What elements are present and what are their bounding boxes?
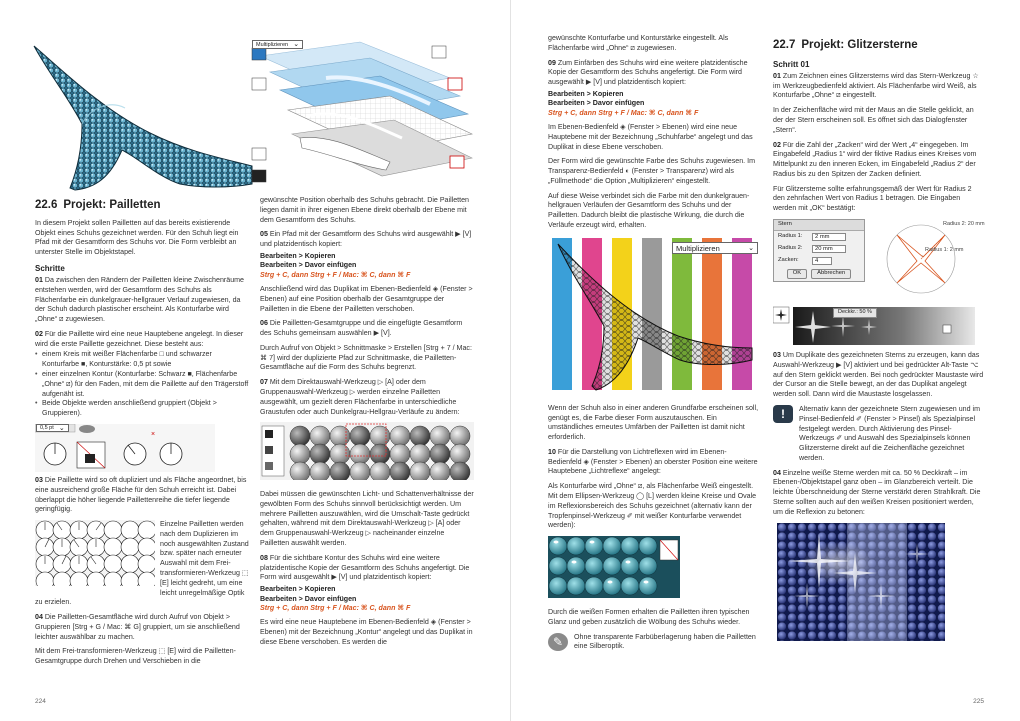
rotated-sequins-illustration [35,520,155,590]
list-item: • einer einzelnen Kontur (Konturfarbe: Schwarz ■, Flächenfarbe „Ohne“ ⧄) für den Faden, mit dem die Paillette auf den Trägerstoff aufgenäht ist. [35,370,249,399]
step-s04 [773,469,985,518]
radius2-input[interactable]: 20 mm [812,245,846,253]
points-label: Zacken: [778,257,799,264]
step-number: 07 [260,378,268,387]
svg-text:×: × [151,430,156,438]
step-text: Für die Paillette wird eine neue Hauptebene angelegt. In dieser wird die erste Paillette gezeichnet. Diese besteht aus: [35,329,244,348]
stripe-purple [732,238,752,390]
stroke-weight-select[interactable] [36,424,69,432]
single-sequin-illustration [35,424,249,472]
stripe-gray [642,238,662,390]
step-09 [548,59,760,88]
step-06b: Durch Aufruf von Objekt > Schnittmaske > Erstellen [Strg + 7 / Mac: ⌘ 7] wird der duplizierte Pfad zur Schnittmaske, die Pailletten-Gesamtfläche auf die Form des Schuhs begrenzt. [260,343,472,372]
step-05b: Anschließend wird das Duplikat im Ebenen-Bedienfeld ◈ (Fenster > Ebenen) auf eine Position oberhalb der Gesamtgruppe der Pailletten in die Ebene der Pailletten verschoben. [260,284,473,313]
hint-text: Ohne transparente Farbüberlagerung haben die Pailletten eine Silberoptik. [574,632,756,651]
step-09b: Im Ebenen-Bedienfeld ◈ (Fenster > Ebenen) wird eine neue Hauptebene mit der Bezeichnung „Schuhfarbe“ angelegt und das Duplikat in diese Ebene verschoben. [548,122,753,151]
step-number: 03 [35,475,43,484]
step-text: Die Paillette wird so oft dupliziert und als Fläche angeordnet, bis eine ausreichend große Fläche für den Schuh erreicht ist. Dabei überlappt die höher liegende Paillettenreihe die tiefer liegende geringfügig. [35,475,247,514]
list-item: • einem Kreis mit weißer Flächenfarbe □ und schwarzer Konturfarbe ■, Konturstärke: 0,5 pt sowie [35,350,249,370]
radius1-input[interactable]: 2 mm [812,233,846,241]
dialog-buttons [774,267,864,281]
step-04 [35,613,249,642]
step-number: 04 [773,468,781,477]
sequin-grid-svg [35,520,155,586]
step-heading: Schritt 01 [773,59,810,69]
shortcut-keys: Strg + C, dann Strg + F / Mac: ⌘ C, dann ⌘ F [260,270,411,279]
sequin-parts-list [35,350,249,418]
step-number: 03 [773,351,781,360]
step-02 [35,330,249,350]
section-number: 22.6 [35,199,58,211]
step-number: 09 [548,58,556,67]
menu-command-paste-front: Bearbeiten > Davor einfügen [548,99,645,108]
tip-text: Alternativ kann der gezeichnete Stern zugewiesen und im Pinsel-Bedienfeld ✐ (Fenster > Pinsel) als Spezialpinsel festgelegt werden. Durch Aktivierung des Pinsel-Werkzeugs ✐ und Auswahl des Spezialpinsels können Glitzersterne direkt auf die Zeichenfläche gezeichnet werden. [799,404,980,462]
layer-stack [260,42,472,176]
step-03b: Einzelne Pailletten werden nach dem Duplizieren im noch ausgewählten Zustand bzw. später nach erneuter Auswahl mit dem Frei-transformieren-Werkzeug ⬚ [E] leicht gedreht, um eine leicht unregelmäßige Optik zu erzielen. [35,520,249,607]
radius2-row [774,243,864,255]
step-number: 01 [773,71,781,80]
step-text: Für die Darstellung von Lichtreflexen wird im Ebenen-Bedienfeld ◈ (Fenster > Ebenen) an oberster Position eine weitere Hauptebene „Lichtreflexe“ angelegt: [548,447,758,476]
pump-shoe-shape [34,46,252,190]
chevron-down-icon: ⌄ [58,424,65,432]
step-number: 10 [548,447,556,456]
shoe-layers-svg [30,38,476,192]
step-number: 02 [773,140,781,149]
step-number: 04 [35,613,43,622]
hint-box [548,633,760,658]
menu-command-copy: Bearbeiten > Kopieren [548,89,624,98]
col2-top-paragraph: gewünschte Position oberhalb des Schuhs gebracht. Die Pailletten liegen damit in ihrer eigenen Ebene direkt oberhalb der Ebene mit dem Gesamtform des Schuhs. [260,196,470,224]
menu-command-copy: Bearbeiten > Kopieren [260,251,336,260]
step-03 [35,476,249,515]
step-09d: Auf diese Weise verbindet sich die Farbe mit den dunkelgrauen-hellgrauen Verläufen der Gesamtform des Schuhs und der Pailletten. Dadurch bleibt die plastische Wirkung, die durch die Verläufe erzeugt wird, erhalten. [548,191,750,230]
points-row [774,255,864,267]
hint-icon: ✎ [548,633,568,651]
final-glitter-illustration [777,523,945,641]
radius1-label: Radius 1: [778,233,803,240]
chevron-down-icon: ⌄ [748,244,754,252]
blend-mode-select[interactable] [672,242,758,254]
section-heading-22-7 [773,38,985,54]
menu-command-copy: Bearbeiten > Kopieren [260,585,336,594]
page-number-left: 224 [35,698,46,706]
right-column-1 [548,34,760,657]
after-sequins-paragraph: Durch die weißen Formen erhalten die Pailletten ihren typischen Glanz und geben zusätzlich die Wölbung des Schuhs wieder. [548,607,750,626]
step-text: Die Pailletten-Gesamtfläche wird durch Aufruf von Objekt > Gruppieren [Strg + G / Mac: ⌘ G] gruppiert, um sie anschließend leichter auswählbar zu machen. [35,613,240,641]
step-number: 06 [260,319,268,328]
section-title: Projekt: Pailletten [63,199,161,211]
dialog-title: Stern [774,220,864,231]
step-number: 05 [260,230,268,239]
step-10b: Als Konturfarbe wird „Ohne“ ⧄, als Flächenfarbe Weiß eingestellt. Mit dem Ellipsen-Werkzeug ◯ [L] werden kleine Kreise und Ovale im Reflexionsbereich des Schuhs gezeichnet (alternativ kann der Tropfenpinsel-Werkzeug ✐ mit weißer Konturfarbe verwendet werden): [548,482,757,530]
step-text: Da zwischen den Rändern der Pailletten kleine Zwischenräume entstehen werden, wird der Gesamtform des Schuhs als Flächenfarbe ein dunkelgrauer-hellgrauer Verlauf zugewiesen, da der Schuh dadurch plastischer erscheint. Als Konturfarbe wird „Ohne“ ⧄ zugewiesen. [35,276,244,324]
section-number: 22.7 [773,39,796,51]
step-08b: Es wird eine neue Hauptebene im Ebenen-Bedienfeld ◈ (Fenster > Ebenen) mit der Bezeichnung „Kontur“ angelegt und das Duplikat in diese Ebene verschoben. Es werden die [260,618,473,646]
step-number: 02 [35,329,43,338]
step-s03 [773,351,985,400]
shortcut-keys: Strg + C, dann Strg + F / Mac: ⌘ C, dann ⌘ F [260,603,411,612]
radius2-annotation: Radius 2: 20 mm [943,221,985,228]
step-07b: Dabei müssen die gewünschten Licht- und Schattenverhältnisse der gewölbten Form des Schuhs sinnvoll berücksichtigt werden. Um mehrere Pailletten auszuwählen, wird die Umschalt-Taste gedrückt gehalten, während mit dem Direktauswahl-Werkzeug ▷ [A] oder dem Gruppenauswahl-Werkzeug ▷ nacheinander einzelne Pailletten auswählt werden. [260,490,474,548]
step-04b: Mit dem Frei-transformieren-Werkzeug ⬚ [E] wird die Pailletten-Gesamtgruppe durch Drehen und Verschieben in die [35,647,236,666]
page-number-right: 225 [973,698,984,706]
step-text: Zum Zeichnen eines Glitzersterns wird das Stern-Werkzeug ☆ im Werkzeugbedienfeld aktiviert. Als Flächenfarbe wird Weiß, als Konturfarbe „Ohne“ ⧄ eingestellt. [773,71,979,100]
star-radius-diagram [879,219,983,301]
step-number: 01 [35,276,43,285]
radius1-row [774,231,864,243]
step-text: Mit dem Direktauswahl-Werkzeug ▷ [A] oder dem Gruppenauswahl-Werkzeug ▷ werden einzelne Pailletten ausgewählt, um gezielt deren Flächenfarbe in unterschiedliche Graustufen oder auch Dunkelgrau-Hellgrau-Verläufe zu ändern: [260,378,460,416]
step-text: Für die sichtbare Kontur des Schuhs wird eine weitere platzidentische Kopie der Gesamtform des Schuhs angefertigt. Die Form wird ausgewählt ▶ [V] und platzidentisch kopiert: [260,553,470,582]
warning-icon: ! [773,405,793,423]
blend-mode-label-small: Multiplizieren [256,42,289,48]
step-text: Einzelne weiße Sterne werden mit ca. 50 % Deckkraft – im Ebenen-/Objektstapel ganz oben – im Glanzbereich verteilt. Die leichte Überschneidung der Sterne verstärkt deren Strahlkraft. Die Sterne sollten auch auf den weißen Kreisen positioniert werden, um die Reflexion zu betonen: [773,468,981,516]
step-s02b: Für Glitzersterne sollte erfahrungsgemäß der Wert für Radius 2 den zehnfachen Wert von Radius 1 betragen. Die Eingaben werden mit „OK“ bestätigt: [773,184,972,213]
list-item: • Beide Objekte werden anschließend gruppiert (Objekt > Gruppieren). [35,399,249,419]
section-heading-22-6 [35,198,249,214]
tip-box [773,405,985,469]
opacity-field[interactable]: Deckkr.: 50 % [833,308,877,318]
step-05 [260,230,474,250]
after-colors-paragraph: Wenn der Schuh also in einer anderen Grundfarbe erscheinen soll, genügt es, die Farbe dieser Form auszutauschen. Ein umständliches erneutes Umfärben der Pailletten ist damit nicht erforderlich. [548,403,759,442]
chevron-down-icon: ⌄ [293,41,300,48]
blend-mode-select-small[interactable] [252,40,303,49]
shoe-layers-illustration [30,38,476,192]
step-01 [35,276,249,325]
color-stripes-svg [548,236,760,398]
menu-command-paste-front: Bearbeiten > Davor einfügen [260,261,357,270]
blend-mode-label: Multiplizieren [676,243,720,253]
step-number: 08 [260,553,268,562]
radius1-annotation: Radius 1: 2 mm [925,247,964,254]
col1-top-paragraph: gewünschte Konturfarbe und Konturstärke eingestellt. Als Flächenfarbe wird „Ohne“ ⧄ zugewiesen. [548,34,729,52]
step-text: Ein Pfad mit der Gesamtform des Schuhs wird ausgewählt ▶ [V] und platzidentisch kopiert: [260,230,472,249]
step-s01 [773,72,985,101]
gradient-sequins-svg [260,422,474,480]
left-column-1 [35,196,249,672]
intro-paragraph: In diesem Projekt sollen Pailletten auf das bereits existierende Objekt eines Schuhs gezeichnet werden. Für den Schuh liegt ein Pfad mit der Gesamtform des Schuhs vor. Die Form verbleibt an unterster Stelle im Objektstapel. [35,218,239,257]
star-dialog [773,219,865,282]
star-dialog-area [773,219,985,301]
step-text: Zum Einfärben des Schuhs wird eine weitere platzidentische Kopie der Gesamtform des Schuhs angefertigt. Die Form wird ausgewählt ▶ [V] und platzidentisch kopiert: [548,58,748,87]
steps-heading: Schritte [35,263,65,273]
stripe-green [672,238,692,390]
step-08 [260,554,474,583]
teal-sequins-svg [548,536,680,598]
step-06 [260,319,474,339]
left-column-2 [260,196,474,653]
right-column-2 [773,36,985,641]
step-07 [260,378,474,417]
points-input[interactable]: 4 [812,257,832,265]
step-s01b: In der Zeichenfläche wird mit der Maus an die Stelle geklickt, an der der Stern erscheinen soll. Es öffnet sich das Dialogfenster „Stern“. [773,106,974,134]
colored-shoe-illustration [548,236,760,398]
shaded-sequins-illustration [260,422,474,484]
reflection-sequins-illustration [548,536,760,602]
step-text: Um Duplikate des gezeichneten Sterns zu erzeugen, kann das Auswahl-Werkzeug ▶ [V] aktiviert und bei gedrückter Alt-Taste ⌥ auf den Stern geklickt werden. Bei noch gedrückter Maustaste wird der Cursor an die Stelle bewegt, an der das Duplikat angelegt werden soll. Dann wird die Maustaste losgelassen. [773,351,984,399]
step-09c: Der Form wird die gewünschte Farbe des Schuhs zugewiesen. Im Transparenz-Bedienfeld ◐ (Fenster > Transparenz) wird als „Füllmethode“ die Option „Multiplizieren“ eingestellt. [548,157,755,185]
right-page [510,0,1020,721]
blue-glitter-sequins-svg [777,523,945,641]
section-title: Projekt: Glitzersterne [801,39,918,51]
radius2-label: Radius 2: [778,245,803,252]
stroke-weight-value: 0,5 pt [40,424,54,431]
step-text: Für die Zahl der „Zacken“ wird der Wert „4“ eingegeben. Im Eingabefeld „Radius 1“ wird der fiktive Radius eines Kreises vom Mittelpunkt zu den inneren Ecken, im Eingabefeld „Radius 2“ der Radius bis zu den Spitzen der Zacken definiert. [773,140,977,178]
shortcut-keys: Strg + C, dann Strg + F / Mac: ⌘ C, dann ⌘ F [548,108,699,117]
menu-command-paste-front: Bearbeiten > Davor einfügen [260,594,357,603]
glitter-preview [773,305,985,345]
step-text: Die Pailletten-Gesamtgruppe und die eingefügte Gesamtform des Schuhs gemeinsam auswählen ▶ [V]. [260,319,463,338]
stripe-orange [702,238,722,390]
step-10 [548,448,760,477]
step-s02 [773,141,985,180]
ok-button[interactable]: OK [787,269,807,279]
step-03-continued [35,520,249,608]
cancel-button[interactable]: Abbrechen [811,269,851,279]
